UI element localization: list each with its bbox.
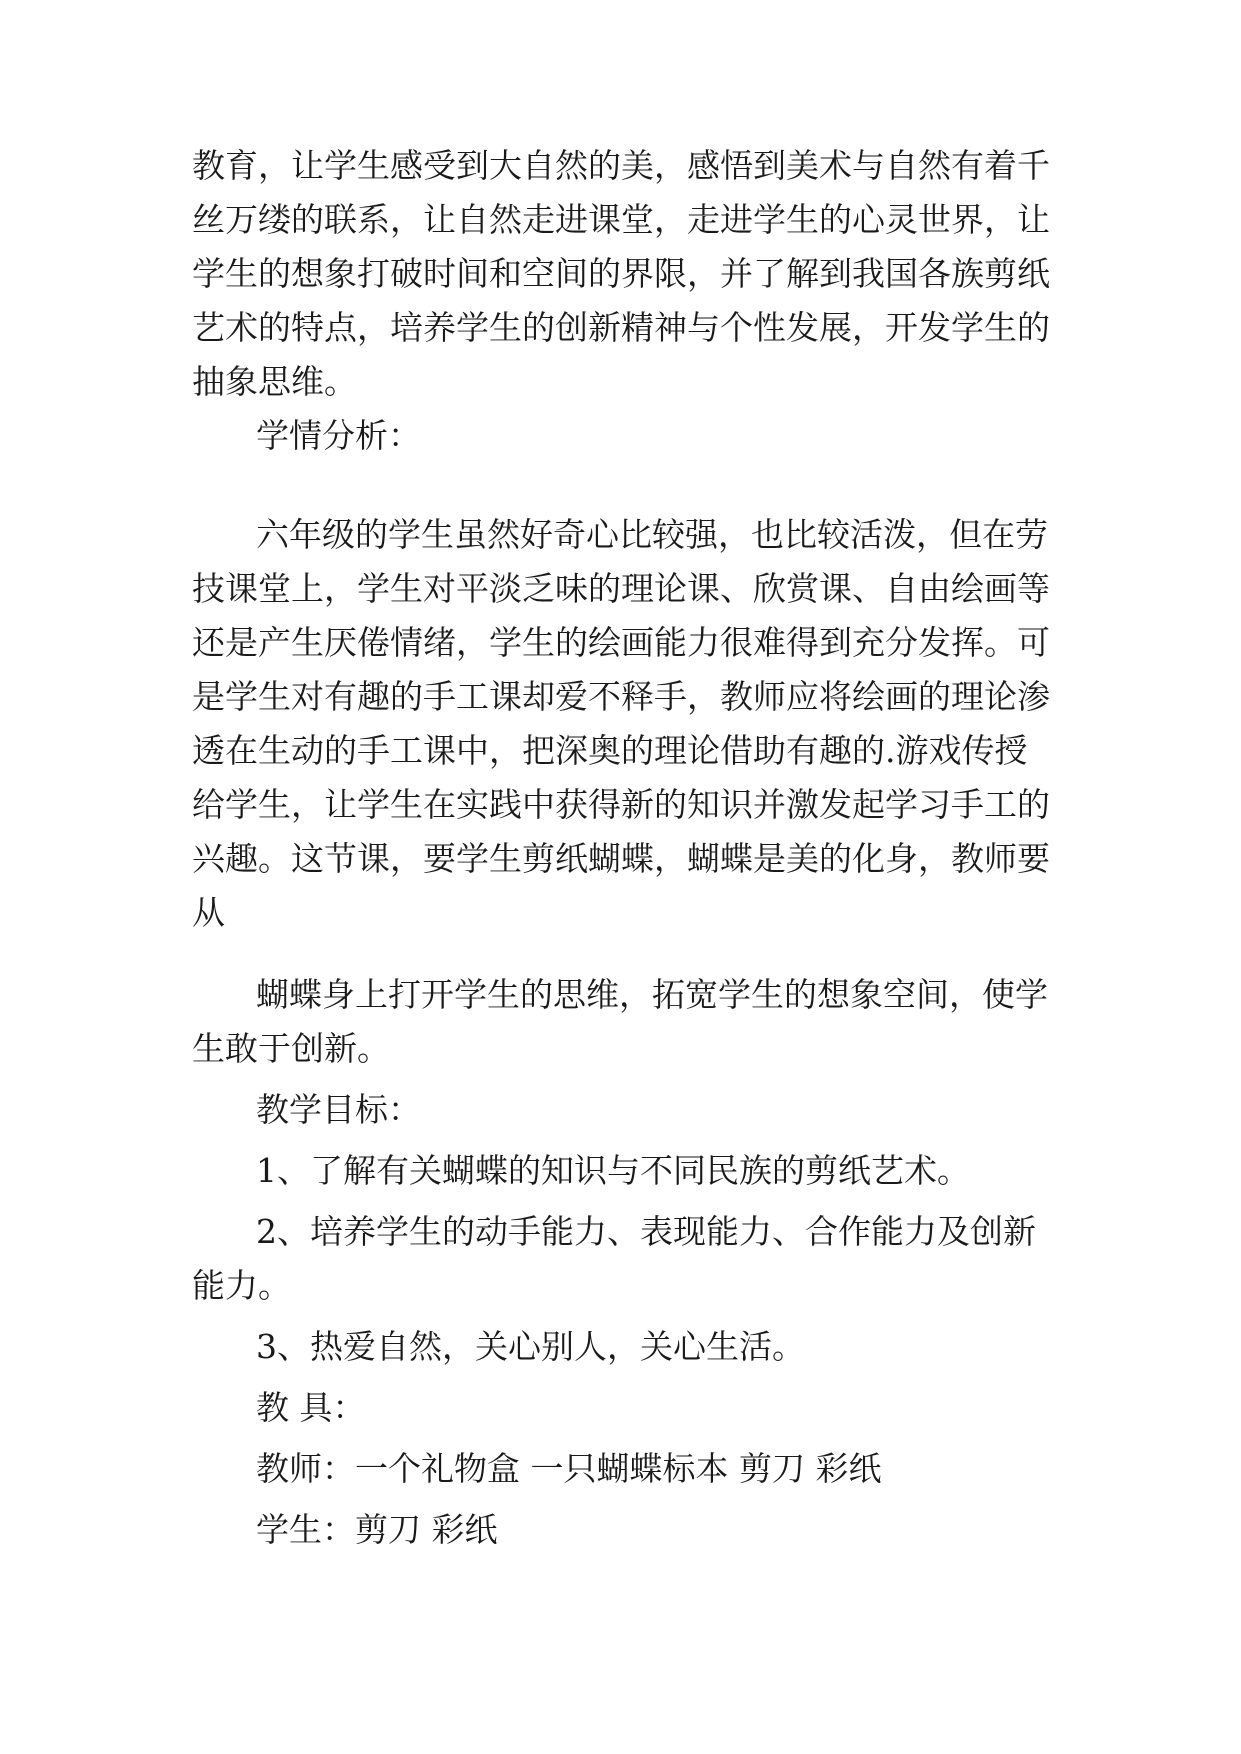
section-heading: 学情分析：	[256, 416, 421, 455]
text-line: 蝴蝶身上打开学生的思维，拓宽学生的想象空间，使学	[256, 975, 1048, 1014]
text-line: 丝万缕的联系，让自然走进课堂，走进学生的心灵世界，让	[192, 200, 1050, 239]
text-line: 给学生，让学生在实践中获得新的知识并激发起学习手工的	[192, 785, 1050, 824]
text-line: 技课堂上，学生对平淡乏味的理论课、欣赏课、自由绘画等	[192, 569, 1050, 608]
text-line: 教育，让学生感受到大自然的美，感悟到美术与自然有着千	[192, 146, 1050, 185]
text-line: 艺术的特点，培养学生的创新精神与个性发展，开发学生的	[192, 308, 1050, 347]
text-line: 是学生对有趣的手工课却爱不释手，教师应将绘画的理论渗	[192, 677, 1050, 716]
text-line: 从	[192, 893, 225, 932]
section-heading: 教 具：	[256, 1388, 366, 1427]
text-line: 还是产生厌倦情绪，学生的绘画能力很难得到充分发挥。可	[192, 623, 1050, 662]
section-heading: 教学目标：	[256, 1090, 421, 1129]
text-line: 透在生动的手工课中，把深奥的理论借助有趣的.游戏传授	[192, 731, 1028, 770]
text-line: 兴趣。这节课，要学生剪纸蝴蝶，蝴蝶是美的化身，教师要	[192, 839, 1050, 878]
text-line: 学生：剪刀 彩纸	[256, 1510, 498, 1549]
text-line: 生敢于创新。	[192, 1029, 390, 1068]
text-line: 能力。	[192, 1266, 291, 1305]
list-item: 3、热爱自然，关心别人，关心生活。	[256, 1327, 805, 1366]
list-item: 2、培养学生的动手能力、表现能力、合作能力及创新	[256, 1212, 1036, 1251]
list-item: 1、了解有关蝴蝶的知识与不同民族的剪纸艺术。	[256, 1151, 970, 1190]
text-line: 教师：一个礼物盒 一只蝴蝶标本 剪刀 彩纸	[256, 1449, 882, 1488]
text-line: 抽象思维。	[192, 362, 357, 401]
text-line: 六年级的学生虽然好奇心比较强，也比较活泼，但在劳	[256, 515, 1048, 554]
text-line: 学生的想象打破时间和空间的界限，并了解到我国各族剪纸	[192, 254, 1050, 293]
